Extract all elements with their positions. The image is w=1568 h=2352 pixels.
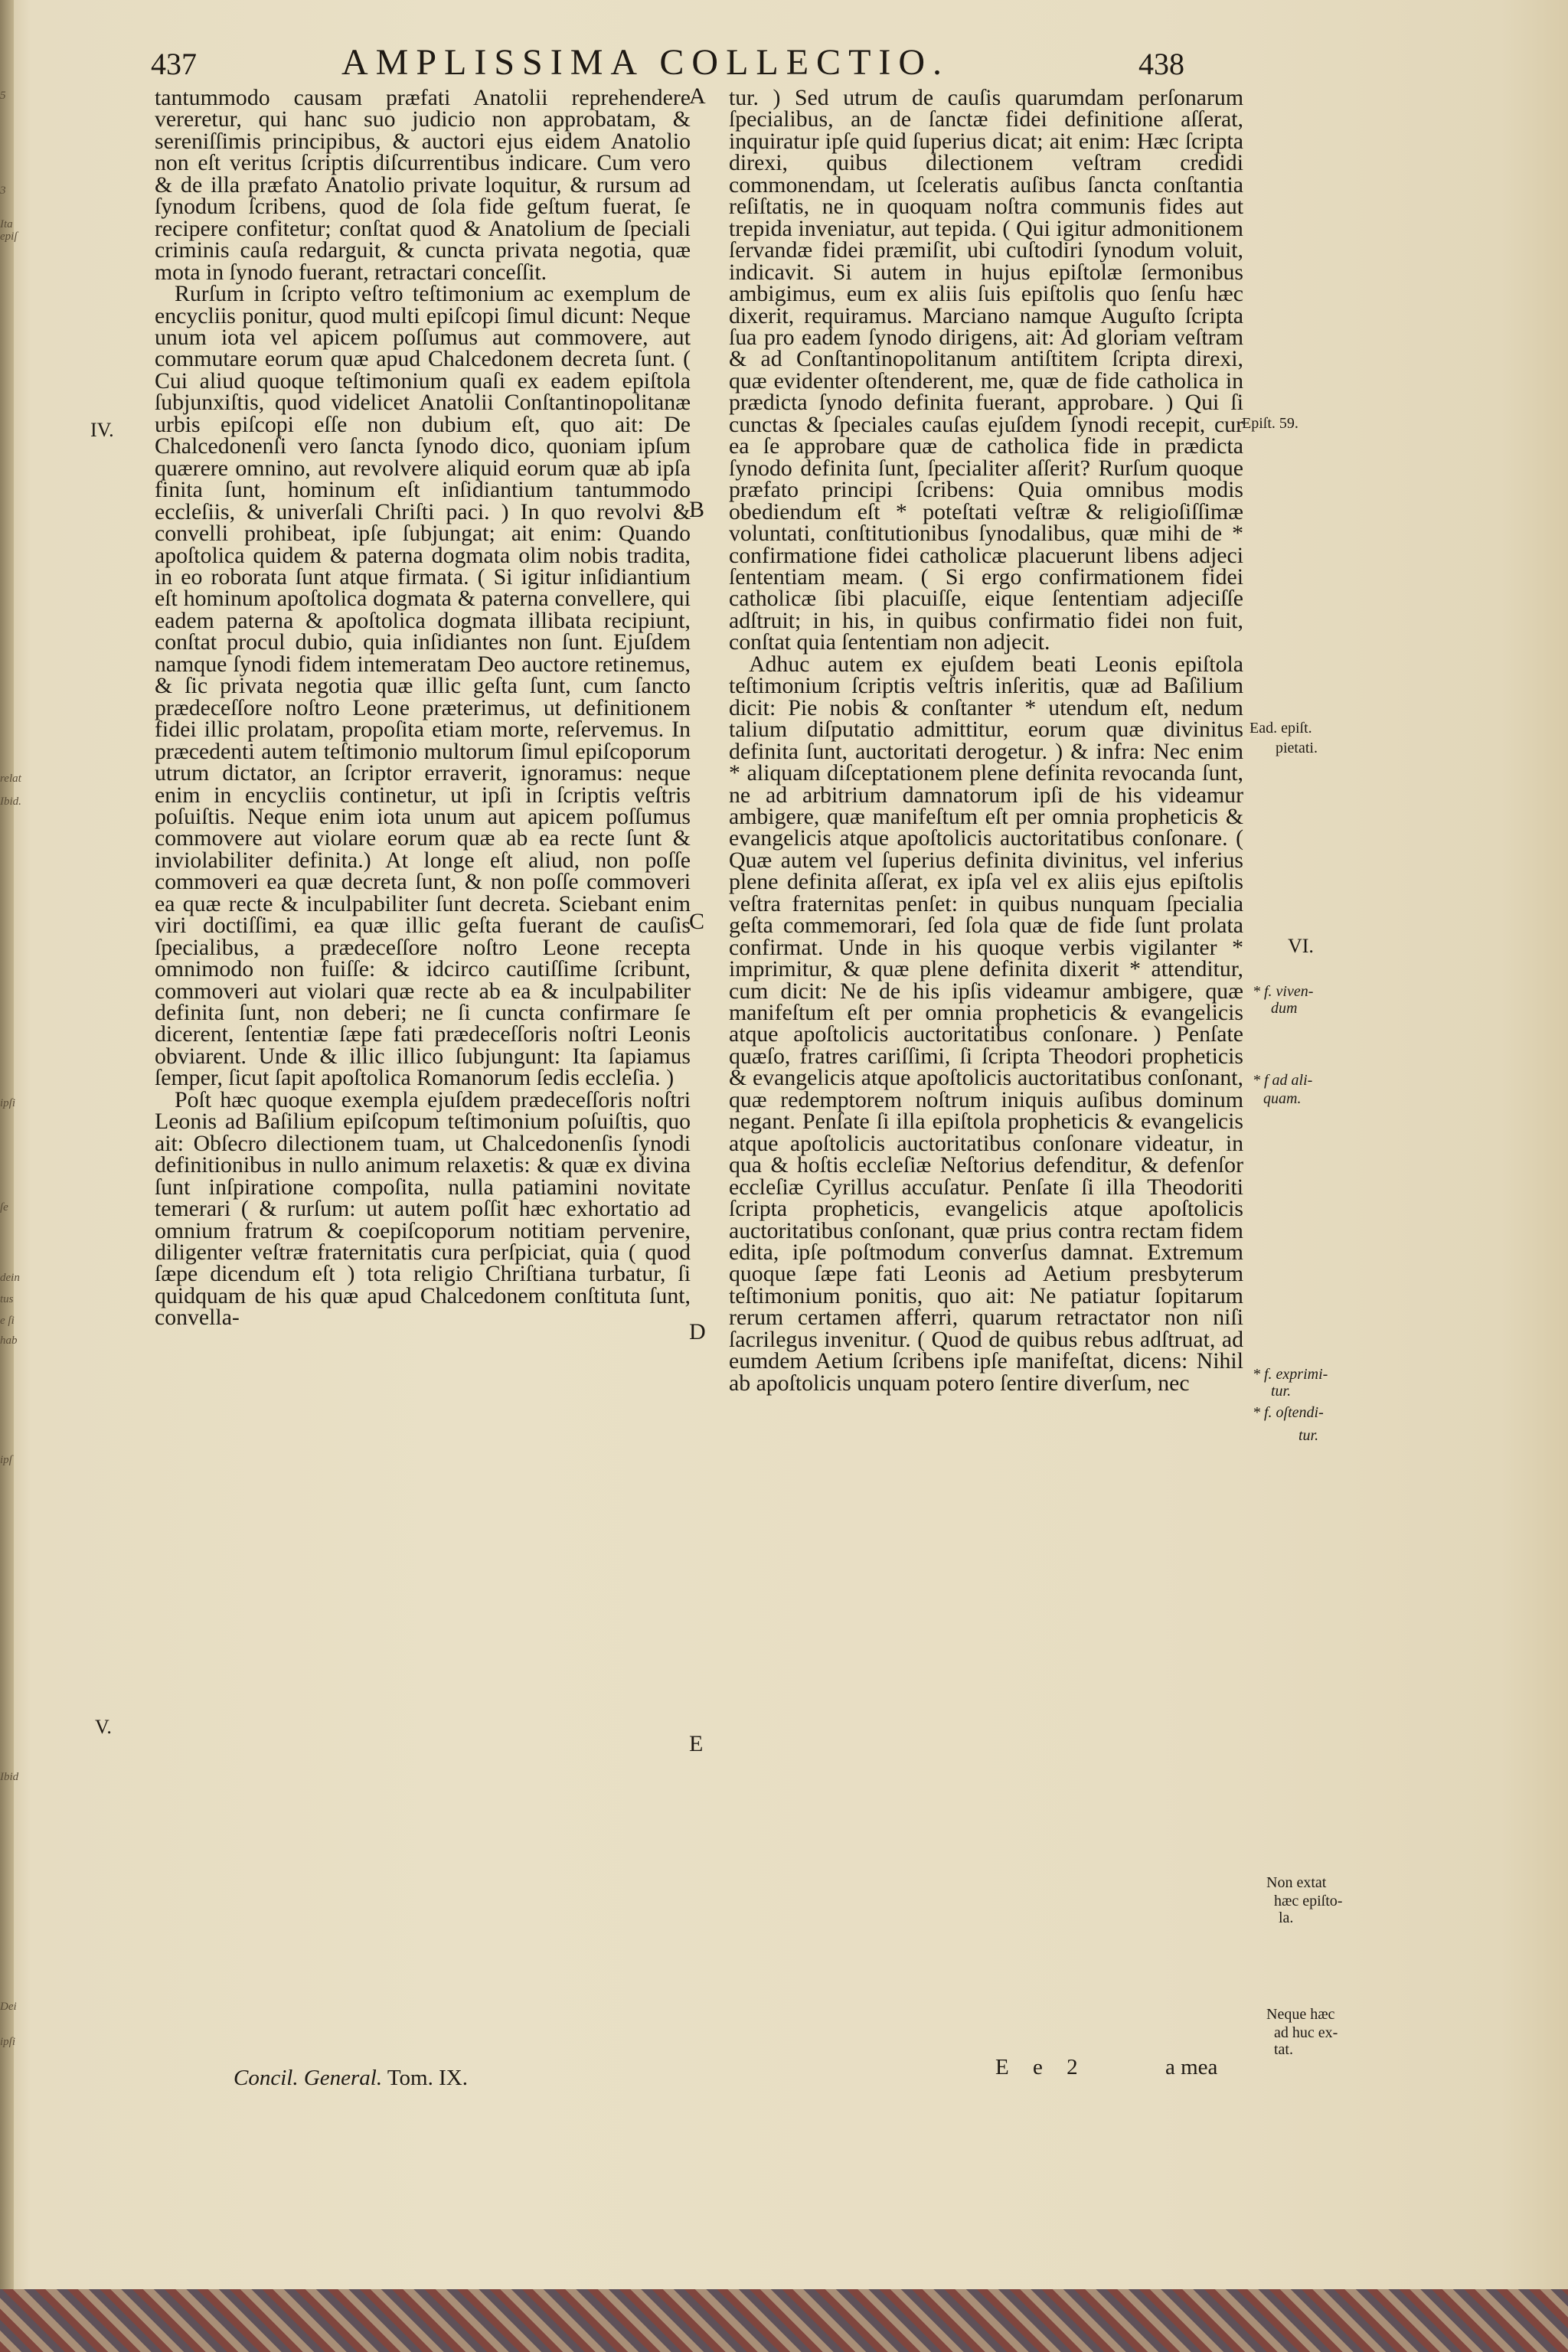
fragment: ipſ — [0, 1454, 12, 1466]
margin-note-exprimitur: * f. exprimi- — [1253, 1366, 1328, 1383]
margin-note-non-extat-3: la. — [1279, 1909, 1294, 1926]
margin-note-neque-haec-2: ad huc ex- — [1274, 2024, 1338, 2041]
paragraph: Poſt hæc quoque exempla ejuſdem prædeceſſoris noſtri Leonis ad Baſilium epiſcopum teſtimonium poſuiſtis, quo ait: Obſecro dilectionem tuam, ut Chalcedonenſis ſynodi definitionibus in nullo animum relaxetis: & quæ ex divina ſunt inſpiratione compoſita, nulla patiamini novitate temerari ( & rurſum: ut autem poſſit hæc exhortatio ad omnium fratrum & coepiſcoporum notitiam pervenire, diligenter veſtræ fraternitatis cura perſpiciat, quia ( quod ſæpe dicendum eſt ) tota religio Chriſtiana turbatur, ſi quidquam de his quæ apud Chalcedonem conſtituta ſunt, convella- — [155, 1086, 691, 1331]
paragraph: tantummodo causam præfati Anatolii reprehendere vereretur, qui hanc suo judicio non approbatam, & sereniſſimis principibus, & auctori ejus eidem Anatolio non eſt veritus ſcriptis diſcurrentibus indicare. Cum vero & de illa præfato Anatolio private loquitur, & rursum ad ſynodum ſcribens, quod de ſola fide geſtum fuerat, ſe recipere confitetur; conſtat quod & Anatolium de ſpeciali criminis cauſa redarguit, & cuncta privata negotia, quæ mota in ſynodo fuerant, retractari conceſſit. — [155, 85, 691, 285]
margin-note-neque-haec-3: tat. — [1274, 2041, 1293, 2058]
fragment: Ita — [0, 218, 13, 230]
left-column — [155, 87, 691, 1329]
fragment: relat — [0, 773, 21, 785]
fragment: e ſi — [0, 1315, 15, 1327]
right-column — [729, 87, 1243, 1394]
catchword: a mea — [1165, 2055, 1218, 2079]
section-number-v: V. — [95, 1716, 112, 1738]
running-title: AMPLISSIMA COLLECTIO. — [341, 42, 950, 83]
fragment: 5 — [0, 90, 6, 102]
previous-page-fragments — [0, 0, 21, 2289]
margin-note-ostenditur-2: tur. — [1298, 1427, 1319, 1444]
fragment: epiſ — [0, 230, 18, 243]
fragment: ipſi — [0, 2036, 16, 2048]
paragraph: tur. ) Sed utrum de cauſis quarumdam perſonarum ſpecialibus, an de ſanctæ fidei definitione aſſerat, inquiratur ipſe quid ſuperius dicat; ait enim: Hæc ſcripta direxi, quibus dilectionem veſtram credidi commonendam, ut ſceleratis auſibus ſancta conſtantia reſiſtatis, ne in quoquam noſtra communis fides aut trepida inveniatur, aut tepida. ( Qui igitur admonitionem ſervandæ fidei præmiſit, ubi cuſtodiri ſynodum voluit, indicavit. Si autem in hujus epiſtolæ ſermonibus ambigimus, eum ex aliis ſuis epiſtolis quo ſenſu hæc dixerit, requiramus. Marciano namque Auguſto ſcripta ſua pro eadem ſynodo dirigens, ait: Ad gloriam veſtram & ad Conſtantinopolitanum antiſtitem ſcripta direxi, quæ evidenter oſtenderent, me, quæ de fide catholica in prædicta ſynodo definita fuerant, approbare. ) Qui ſi cunctas & ſpeciales cauſas ejuſdem ſynodi recepit, cur ea ſe approbare quæ de catholica fide in prædicta ſynodo definita ſunt, ſpecialiter aſſerit? Rurſum quoque præfato principi ſcribens: Quia omnibus modis obediendum eſt * poteſtati veſtræ & religioſiſſimæ voluntati, conſtitutionibus ſynodalibus, quæ mihi de * confirmatione fidei catholicæ placuerunt libens adjeci ſententiam meam. ( Si ergo confirmationem fidei catholicæ ſibi placuiſſe, eique ſententiam adjeciſſe adſtruit; in his, in quibus confirmatio fidei non fuit, conſtat quia ſententiam non adjecit. — [729, 85, 1243, 655]
fragment: Dei — [0, 2001, 17, 2013]
page-number-right: 438 — [1138, 47, 1184, 81]
fragment: Ibid. — [0, 795, 21, 808]
margin-note-neque-haec: Neque hæc — [1266, 2006, 1335, 2023]
fragment: hab — [0, 1334, 18, 1347]
page-number-left: 437 — [151, 47, 197, 81]
margin-note-pietati: pietati. — [1276, 740, 1318, 756]
fragment: Ibid — [0, 1771, 19, 1783]
fragment: 3 — [0, 185, 6, 197]
paragraph: Adhuc autem ex ejuſdem beati Leonis epiſtola teſtimonium ſcriptis veſtris inſeritis, quæ ad Baſilium dicit: Pie nobis & conſtanter * utendum eſt, nedum talium diſputatio admittitur, eorum quæ divinitus definita ſunt, auctoritati derogetur. ) & infra: Nec enim * aliquam diſceptationem plene definita revocanda ſunt, ne ad arbitrium damnatorum ipſi de his videamur ambigere, quæ manifeſtum eſt per omnia propheticis & evangelicis atque apoſtolicis auctoritatibus conſonare. ( Quæ autem vel ſuperius definita divinitus, vel inferius plene definita aſſerat, ex ipſa vel ex aliis ejus epiſtolis veſtra fraternitas penſet: in quibus nunquam ſpecialia geſta commemorari, ſed ſola quæ de fide ſunt prolata confirmat. Unde in his quoque verbis vigilanter * imprimitur, & quæ plene definita dixerit * attenditur, cum dicit: Ne de his ipſis videamur ambigere, quæ manifeſtum eſt per omnia propheticis & evangelicis atque apoſtolicis auctoritatibus conſonare. ) Penſate quæſo, fratres cariſſimi, ſi ſcripta Theodori propheticis & evangelicis atque apoſtolicis auctoritatibus conſonant, quæ redemptorem noſtrum iniquis auſibus dominum negant. Penſate ſi illa epiſtola propheticis & evangelicis atque apoſtolicis auctoritatibus conſonare videatur, in qua & hoſtis eccleſiæ Neſtorius defenditur, & defenſor eccleſiæ Cyrillus accuſatur. Penſate ſi illa Theodoriti ſcripta propheticis, evangelicis atque apoſtolicis auctoritatibus conſonant, quæ prius contra rectam fidem edita, ipſe poſtmodum converſus damnat. Extremum quoque ſæpe fati Leonis ad Aetium presbyterum teſtimonium ponitis, quo ait: Ne patiatur ſopitarum rerum certamen afferri, quarum retractator non niſi ſacrilegus invenitur. ( Quod de quibus rebus adſtruat, ad eumdem Aetium ſcribens ipſe manifeſtat, dicens: Nihil ab apoſtolicis unquam potero ſentire diverſum, nec — [729, 651, 1243, 1396]
section-marker-a: A — [689, 83, 706, 109]
margin-note-ostenditur: * f. oſtendi- — [1253, 1404, 1324, 1421]
fragment: dein — [0, 1272, 20, 1284]
margin-note-ad-aliquam-2: quam. — [1263, 1090, 1302, 1107]
footer-volume — [234, 2066, 468, 2091]
margin-note-vivendum-2: dum — [1271, 1000, 1298, 1017]
background-rug — [0, 2289, 1568, 2352]
tome-number: Tom. IX. — [387, 2066, 468, 2090]
margin-note-non-extat: Non extat — [1266, 1874, 1327, 1891]
margin-note-same-epistle: Ead. epiſt. — [1250, 720, 1312, 737]
margin-note-non-extat-2: hæc epiſto- — [1274, 1893, 1343, 1909]
fragment: ſe — [0, 1201, 8, 1214]
margin-note-ad-aliquam: * f ad ali- — [1253, 1072, 1313, 1089]
section-marker-e: E — [689, 1731, 704, 1756]
section-marker-c: C — [689, 909, 705, 934]
fragment: tus — [0, 1293, 14, 1305]
signature-mark: E e 2 — [995, 2055, 1087, 2079]
section-number-vi: VI. — [1288, 935, 1314, 957]
section-marker-b: B — [689, 497, 705, 522]
section-number-iv: IV. — [90, 419, 114, 441]
margin-note-epistle: Epiſt. 59. — [1242, 415, 1298, 432]
section-marker-d: D — [689, 1319, 706, 1344]
margin-note-exprimitur-2: tur. — [1271, 1383, 1292, 1400]
paragraph: Rurſum in ſcripto veſtro teſtimonium ac exemplum de encycliis ponitur, quod multi epiſcopi ſimul dicunt: Neque unum iota vel apicem poſſumus aut commovere, aut commutare eorum quæ apud Chalcedonem decreta ſunt. ( Cui aliud quoque teſtimonium quaſi ex eadem epiſtola ſubjunxiſtis, quod videlicet Anatolii Conſtantinopolitanæ urbis epiſcopi eſſe non dubium eſt, quo ait: De Chalcedonenſi vero ſancta ſynodo dico, quoniam ipſum quærere omnino, aut revolvere aliquid eorum quæ ab ipſa finita ſunt, hominum eſt inſidiantium tantummodo eccleſiis, & univerſali Chriſti paci. ) In quo revolvi & convelli prohibeat, ipſe ſubjungat; ait enim: Quando apoſtolica quidem & paterna dogmata olim nobis tradita, in eo roborata ſunt atque firmata. ( Si igitur inſidiantium eſt hominum apoſtolica dogmata & paterna convellere, qui eadem paterna & apoſtolica dogmata illibata recipiunt, conſtat procul dubio, quia inſidiantes non ſunt. Ejuſdem namque ſynodi fidem intemeratam Deo auctore retinemus, & ſic privata negotia quæ illic geſta ſunt, cum ſancto prædeceſſore noſtro Leone præterimus, ut definitionem fidei illic prolatam, propoſita etiam morte, reſervemus. In præcedenti autem teſtimonio multorum ſimul epiſcoporum utrum dictator, an ſcriptor erraverit, ignoramus: neque enim in encycliis continetur, ut ipſi in ſcriptis veſtris poſuiſtis. Neque enim iota unum aut apicem poſſumus commovere aut violare eorum quæ ab ea recte ſunt & inviolabiliter definita.) At longe eſt aliud, non poſſe commoveri ea quæ decreta ſunt, & non poſſe commoveri ea quæ recte & inculpabiliter ſunt decreta. Sciebant enim viri doctiſſimi, ea quæ illic geſta fuerant de cauſis ſpecialibus, a prædeceſſore noſtro Leone recepta omnimodo non fuiſſe: & idcirco cautiſſime ſcribunt, commoveri aut violari quæ recte ab ea & inculpabiliter definita ſunt, non deberi; ne ſi cuncta confirmare ſe dicerent, ſententiæ ſæpe fati prædeceſſoris noſtri Leonis obviarent. Unde & illic illico ſubjungunt: Ita ſapiamus ſemper, ſicut ſapit apoſtolica Romanorum ſedis eccleſia. ) — [155, 281, 691, 1091]
fragment: ipſi — [0, 1097, 16, 1109]
margin-note-vivendum: * f. viven- — [1253, 983, 1314, 1000]
volume-title: Concil. General. — [234, 2066, 383, 2090]
